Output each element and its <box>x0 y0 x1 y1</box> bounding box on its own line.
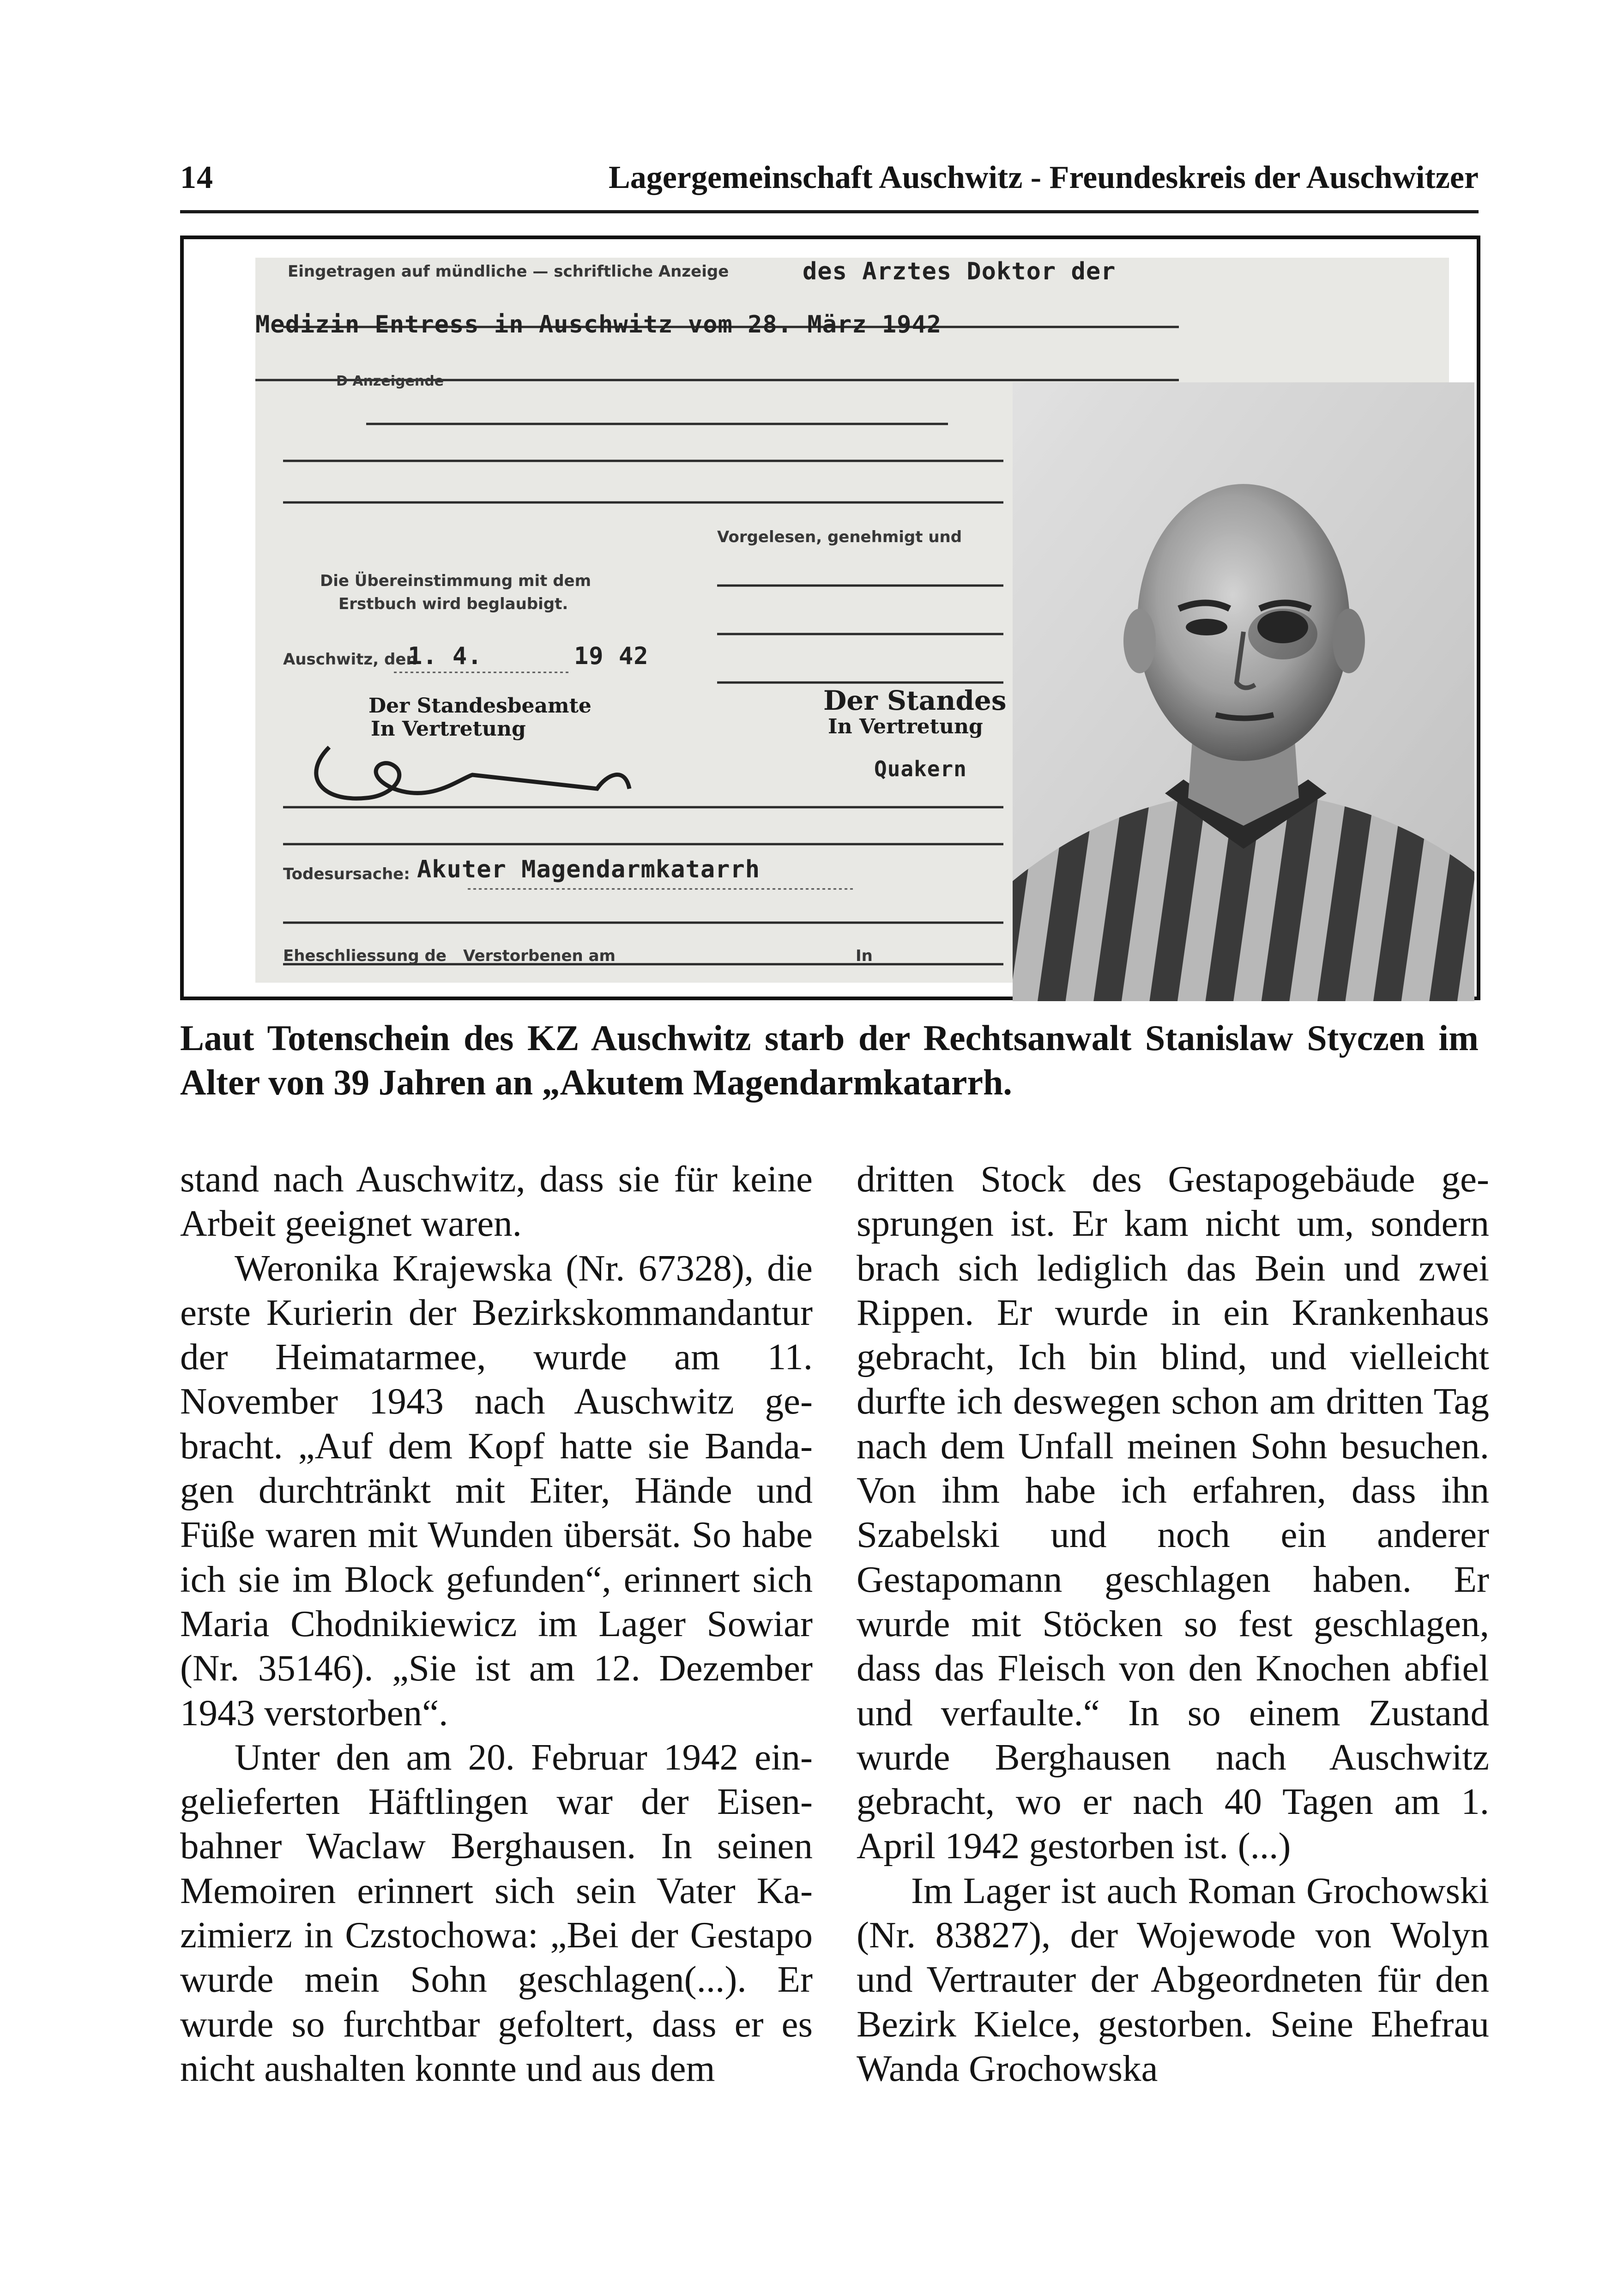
cert-uebereinstimmung-1: Die Übereinstimmung mit dem <box>320 572 592 590</box>
left-paragraph-2: Weronika Krajewska (Nr. 67328), die erste Kurierin der Bezirkskommandantur der Heimatarmee, wurde am 11. November 1943 nach Auschwitz gebracht. „Auf dem Kopf hatte sie Bandagen durchtränkt mit Eiter, Hände und Füße waren mit Wunden übersät. So habe ich sie im Block gefunden“, erinnert sich Maria Chodnikiewicz im Lager Sowiar (Nr. 35146). „Sie ist am 12. Dezember 1943 verstorben“. <box>180 1247 813 1734</box>
cert-uebereinstimmung-2: Erstbuch wird beglaubigt. <box>338 595 568 613</box>
page-number: 14 <box>180 160 213 195</box>
cert-marriage-label: Eheschliessung de <box>283 947 447 965</box>
figure-caption: Laut Totenschein des KZ Auschwitz starb der Rechtsanwalt Stanislaw Styczen im Alter von 39 Jahren an „Akutem Magendarmkatarrh. <box>180 1018 1479 1102</box>
figure-frame <box>180 236 1480 1000</box>
cert-cause-typed: Akuter Magendarmkatarrh <box>417 856 761 883</box>
cert-stamp-left-1: Der Standesbeamte <box>368 694 592 718</box>
left-paragraph-1: stand nach Auschwitz, dass sie für keine Arbeit geeignet waren. <box>180 1158 813 1245</box>
cert-date-label: Auschwitz, den <box>283 650 417 669</box>
death-certificate-image <box>255 258 1449 983</box>
cert-stamp-right-2: In Vertretung <box>828 715 983 738</box>
cert-anzeigende: D Anzeigende <box>336 373 444 389</box>
cert-marriage-in: In <box>856 947 873 965</box>
cert-stamp-left-2: In Vertretung <box>371 717 526 741</box>
cert-stamp-right-1: Der Standes <box>823 685 1007 716</box>
cert-date-year: 19 42 <box>574 642 649 670</box>
cert-typed-line2: Medizin Entress in Auschwitz vom 28. März 1942 <box>255 311 942 338</box>
right-paragraph-1: dritten Stock des Gestapogebäude gesprungen ist. Er kam nicht um, sondern brach sich lediglich das Bein und zwei Rippen. Er wurde in ein Krankenhaus gebracht, Ich bin blind, und vielleicht durfte ich deswegen schon am dritten Tag nach dem Unfall meinen Sohn besuchen. Von ihm habe ich erfahren, dass ihn Szabelski und noch ein anderer Gestapomann geschlagen haben. Er wurde mit Stöcken so fest geschlagen, dass das Fleisch von den Knochen abfiel und verfaulte.“ In so einem Zustand wurde Berghausen nach Auschwitz gebracht, wo er nach 40 Tagen am 1. April 1942 gestorben ist. (...) <box>857 1158 1489 1867</box>
left-paragraph-3: Unter den am 20. Februar 1942 eingelieferten Häftlingen war der Eisenbahner Waclaw Berghausen. In seinen Memoiren erinnert sich sein Vater Kazimierz in Czstochowa: „Bei der Gestapo wurde mein Sohn geschlagen(...). Er wurde so furchtbar gefoltert, dass er es nicht aushalten konnte und aus dem <box>180 1736 813 2089</box>
cert-stamp-right-3: Quakern <box>874 756 967 781</box>
cert-typed-line1: des Arztes Doktor der <box>803 258 1116 285</box>
cert-printed-line1: Eingetragen auf mündliche — schriftliche Anzeige <box>288 262 729 281</box>
portrait-drawing <box>1013 382 1474 1001</box>
cert-vorgelesen: Vorgelesen, genehmigt und <box>717 528 962 546</box>
cert-marriage-mid: Verstorbenen am <box>463 947 616 965</box>
cert-cause-label: Todesursache: <box>283 865 410 883</box>
left-column <box>180 1157 813 2091</box>
running-title: Lagergemeinschaft Auschwitz - Freundeskreis der Auschwitzer <box>609 160 1479 195</box>
cert-date-typed: 1. 4. <box>408 642 483 670</box>
right-paragraph-2: Im Lager ist auch Roman Grochowski (Nr. 83827), der Wojewode von Wolyn und Vertrauter der Abgeordneten für den Bezirk Kielce, gestorben. Seine Ehefrau Wanda Grochowska <box>857 1869 1489 2089</box>
running-header <box>180 155 1479 213</box>
prisoner-portrait-photo <box>1013 382 1474 1001</box>
right-column <box>857 1157 1489 2091</box>
